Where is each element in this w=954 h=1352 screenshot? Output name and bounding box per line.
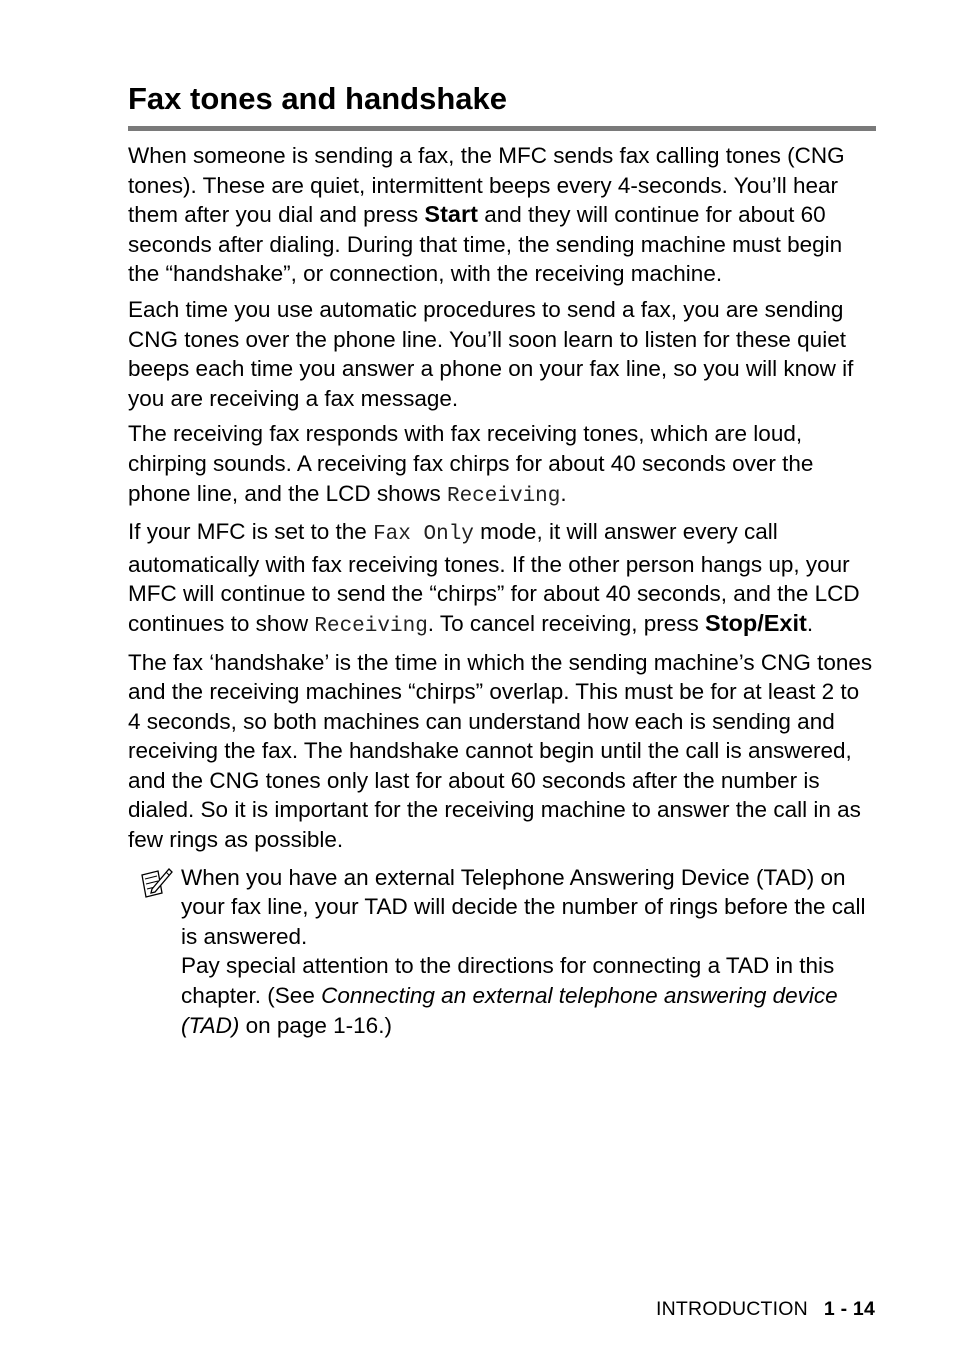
lcd-fax-only-text: Fax Only [373,523,474,547]
note-box [128,863,876,1041]
paragraph-automatic-procedures: Each time you use automatic procedures to send a fax, you are sending CNG tones over the phone line. You’ll soon learn to listen for these quiet beeps each time you answer a phone on your fax line, so you will know if you are receiving a fax message. [128,296,854,411]
p4-text-a: If your MFC is set to the [128,519,374,545]
paragraph-fax-only-mode [128,517,876,641]
note-pencil-icon [136,865,176,905]
note-text-a: Pay special attention to the directions for connecting a TAD in this chapter. (See [181,953,835,1009]
title-rule [128,126,876,131]
page-content [128,80,876,1040]
page-footer [656,1298,875,1321]
p4-text-b: mode, it will answer every call automatically with fax receiving tones. If the other person hangs up, your MFC will continue to send the “chirps” for about 40 seconds, and the LCD continues to show [128,519,860,636]
note-text-tad: When you have an external Telephone Answering Device (TAD) on your fax line, your TAD will decide the number of rings before the call is answered. [181,864,866,949]
p3-text-a: The receiving fax responds with fax receiving tones, which are loud, chirping sounds. A receiving fax chirps for about 40 seconds over the phone line, and the LCD shows [128,421,814,506]
paragraph-receiving-tones [128,419,876,511]
p3-text-c: . [560,480,567,506]
start-key-label: Start [424,201,478,228]
page-number: 1 - 14 [823,1298,875,1320]
cross-reference-link[interactable]: Connecting an external telephone answering device (TAD) [181,983,838,1038]
lcd-receiving-text-2: Receiving [314,614,428,638]
footer-section-name: INTRODUCTION [656,1298,808,1320]
paragraph-handshake: The fax ‘handshake’ is the time in which the sending machine’s CNG tones and the receiving machines “chirps” overlap. This must be for at least 2 to 4 seconds, so both machines can understand how each is sending and receiving the fax. The handshake cannot begin until the call is answered, and the CNG tones only last for about 60 seconds after the number is dialed. So it is important for the receiving machine to answer the call in as few rings as possible. [128,649,873,853]
p1-text-a: When someone is sending a fax, the MFC sends fax calling tones (CNG tones). These are quiet, intermittent beeps every 4-seconds. You’ll hear them after you dial and press [128,143,845,228]
section-title: Fax tones and handshake [128,81,507,116]
lcd-receiving-text: Receiving [446,484,561,508]
p4-text-c: . To cancel receiving, press [427,610,706,636]
stop-exit-key-label: Stop/Exit [705,609,807,636]
p4-text-d: . [806,610,814,636]
note-text-b: on page 1-16.) [239,1012,392,1038]
p1-text-c: and they will continue for about 60 seconds after dialing. During that time, the sending machine must begin the “handshake”, or connection, with the receiving machine. [128,202,843,287]
paragraph-cng-tones [128,141,876,289]
note-text-reference [181,951,876,1040]
